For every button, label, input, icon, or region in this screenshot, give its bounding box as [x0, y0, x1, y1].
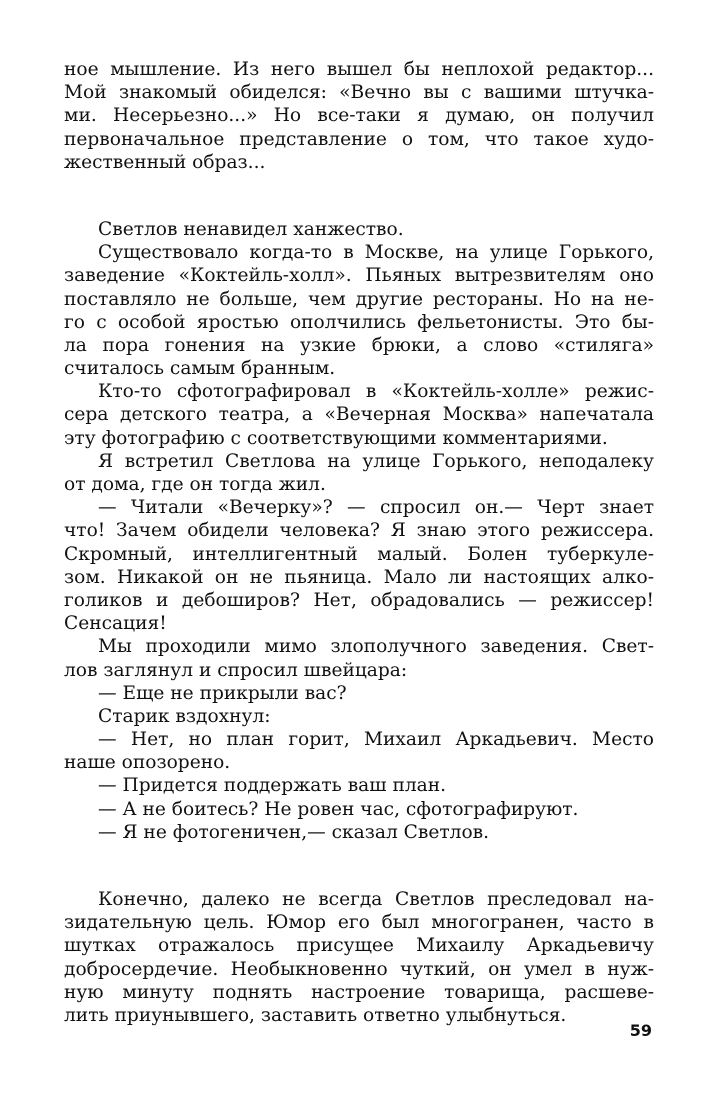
text-line: шутках отражалось присущее Михаилу Аркадьевичу: [64, 935, 654, 957]
text-line: ла пора гонения на узкие брюки, а слово «стиляга»: [64, 334, 654, 356]
text-line: добросердечие. Необыкновенно чуткий, он умел в нуж-: [64, 958, 654, 980]
paragraph: [64, 888, 654, 1027]
text-line: эту фотографию с соответствующими комментариями.: [64, 427, 608, 449]
text-line: — Нет, но план горит, Михаил Аркадьевич. Место: [98, 729, 654, 751]
text-line: — Я не фотогеничен,— сказал Светлов.: [98, 821, 490, 843]
text-line: жественный образ...: [64, 151, 266, 173]
text-line: — Читали «Вечерку»? — спросил он.— Черт знает: [98, 497, 654, 519]
paragraph: [64, 728, 654, 774]
text-line: Существовало когда-то в Москве, на улице Горького,: [98, 242, 654, 264]
text-line: — А не боитесь? Не ровен час, сфотографируют.: [98, 798, 579, 820]
paragraph: [64, 496, 654, 635]
text-line: зидательную цель. Юмор его был многогранен, часто в: [64, 912, 654, 934]
paragraph: [64, 450, 654, 496]
paragraph: [64, 682, 654, 705]
text-line: поставляло не больше, чем другие рестораны. Но на не-: [64, 288, 654, 310]
text-line: — Еще не прикрыли вас?: [98, 682, 347, 704]
paragraph: [64, 774, 654, 797]
paragraph: [64, 798, 654, 821]
section-break: [64, 844, 654, 888]
text-line: Мы проходили мимо злополучного заведения. Свет-: [98, 636, 654, 658]
text-line: первоначальное представление о том, что такое худо-: [64, 128, 654, 150]
text-line: Я встретил Светлова на улице Горького, неподалеку: [98, 450, 654, 472]
text-line: Конечно, далеко не всегда Светлов преследовал на-: [98, 889, 654, 910]
paragraph: [64, 380, 654, 450]
text-line: Старик вздохнул:: [98, 705, 271, 727]
text-line: лить приунывшего, заставить ответно улыбнуться.: [64, 1004, 567, 1026]
text-line: заведение «Коктейль-холл». Пьяных вытрезвителям оно: [64, 265, 654, 287]
text-line: наше опозорено.: [64, 752, 231, 774]
text-line: Светлов ненавидел ханжество.: [98, 218, 404, 240]
text-line: ное мышление. Из него вышел бы неплохой редактор...: [64, 59, 654, 80]
section-break: [64, 174, 654, 218]
text-line: ную минуту поднять настроение товарища, расшеве-: [64, 981, 654, 1003]
text-line: зом. Никакой он не пьяница. Мало ли настоящих алко-: [64, 566, 654, 588]
text-line: ми. Несерьезно...» Но все-таки я думаю, он получил: [64, 105, 654, 127]
text-line: лов заглянул и спросил швейцара:: [64, 659, 408, 681]
text-line: голиков и дебоширов? Нет, обрадовались — режиссер!: [64, 589, 654, 611]
book-page: [64, 58, 654, 1027]
text-line: считалось самым бранным.: [64, 358, 336, 380]
text-line: го с особой яростью ополчились фельетонисты. Это бы-: [64, 311, 654, 333]
paragraph: [64, 241, 654, 380]
paragraph: [64, 821, 654, 844]
paragraph: [64, 705, 654, 728]
paragraph: [64, 218, 654, 241]
text-line: сера детского театра, а «Вечерная Москва» напечатала: [64, 404, 654, 426]
text-line: — Придется поддержать ваш план.: [98, 775, 447, 797]
text-line: Кто-то сфотографировал в «Коктейль-холле» режис-: [98, 381, 654, 403]
paragraph-continuation: [64, 58, 654, 174]
text-line: Сенсация!: [64, 613, 167, 635]
page-number: 59: [629, 1021, 652, 1040]
text-line: от дома, где он тогда жил.: [64, 474, 326, 495]
paragraph: [64, 635, 654, 681]
text-line: что! Зачем обидели человека? Я знаю этого режиссера.: [64, 520, 654, 542]
text-line: Мой знакомый обиделся: «Вечно вы с вашими штучка-: [64, 82, 654, 104]
text-line: Скромный, интеллигентный малый. Болен туберкуле-: [64, 543, 654, 565]
